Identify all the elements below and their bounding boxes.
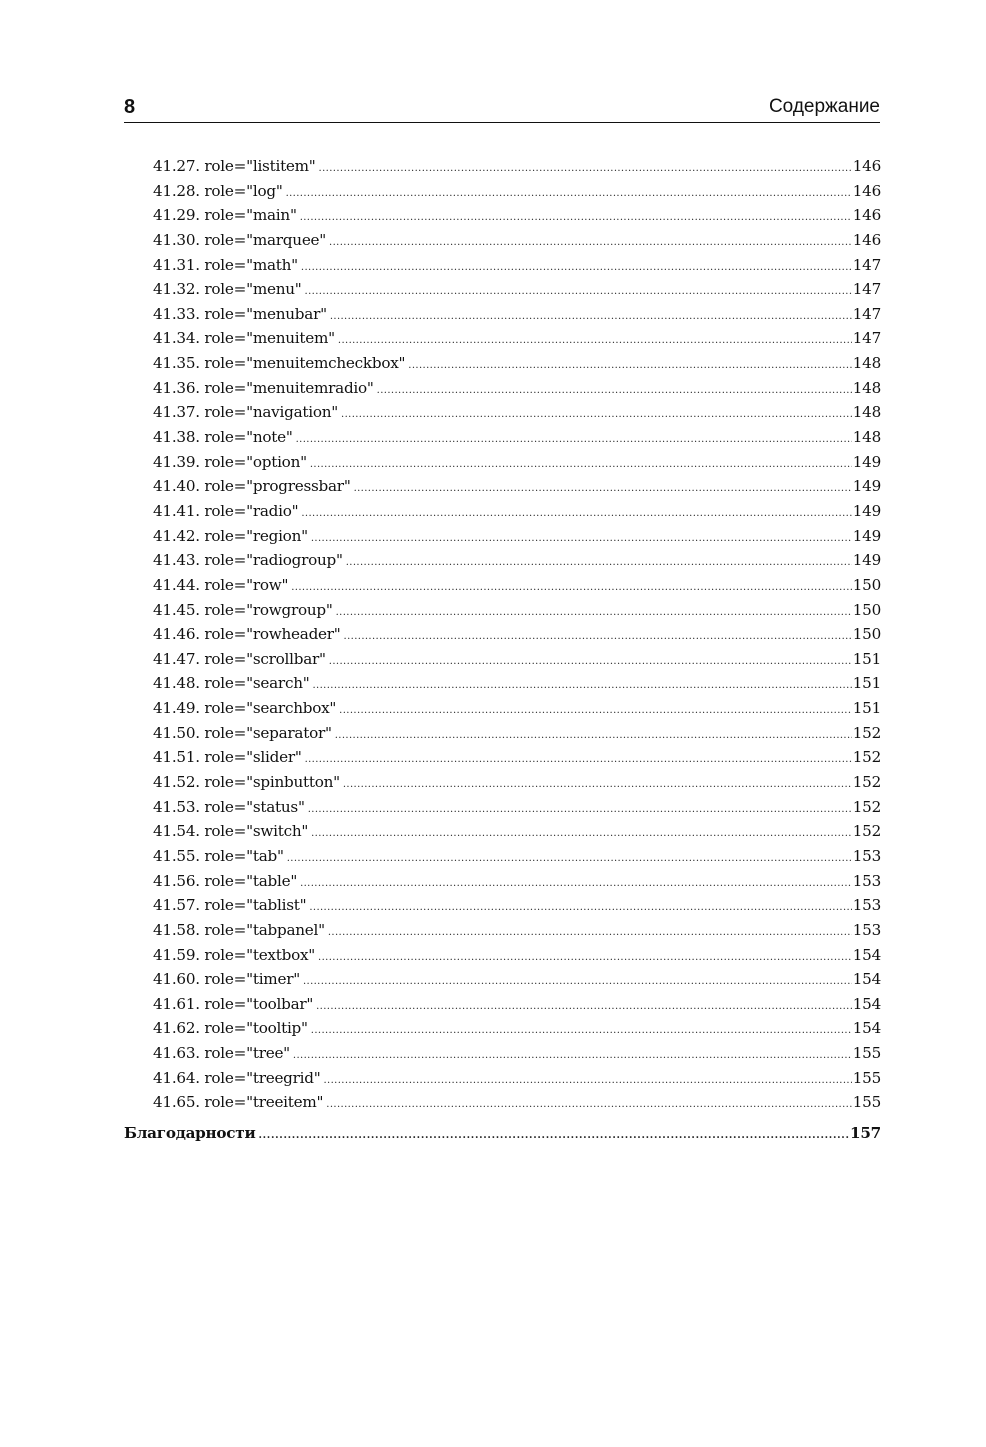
- toc-entry-title: 41.63. role="tree": [153, 1044, 290, 1063]
- toc-entry-title: 41.52. role="spinbutton": [153, 773, 340, 792]
- toc-entry[interactable]: [153, 696, 881, 721]
- toc-entry[interactable]: [153, 351, 881, 376]
- page-number: 8: [124, 96, 136, 118]
- dot-leader: [291, 576, 852, 601]
- toc-entry-page: 147: [852, 280, 881, 299]
- toc-entry[interactable]: [153, 943, 881, 968]
- dot-leader: [311, 527, 852, 552]
- dot-leader: [309, 896, 851, 921]
- toc-entry[interactable]: [153, 154, 881, 179]
- toc-entry[interactable]: [153, 450, 881, 475]
- dot-leader: [258, 1124, 849, 1149]
- toc-entry[interactable]: [153, 918, 881, 943]
- toc-entry[interactable]: [153, 1041, 881, 1066]
- dot-leader: [329, 231, 852, 256]
- toc-entry-title: 41.30. role="marquee": [153, 230, 327, 249]
- dot-leader: [308, 798, 852, 823]
- toc-entry[interactable]: [153, 326, 881, 351]
- toc-entry[interactable]: [153, 524, 881, 549]
- toc-entry[interactable]: [153, 228, 881, 253]
- toc-entry-page: 148: [852, 428, 881, 447]
- toc-entry[interactable]: [153, 671, 881, 696]
- toc-entry-title: 41.42. role="region": [153, 526, 308, 545]
- toc-entry-page: 153: [852, 846, 881, 865]
- toc-entry-title: 41.53. role="status": [153, 797, 305, 816]
- toc-entry[interactable]: [153, 844, 881, 869]
- toc-entry-page: 151: [852, 674, 881, 693]
- toc-entry-title: 41.46. role="rowheader": [153, 625, 341, 644]
- toc-entry-title: 41.58. role="tabpanel": [153, 920, 325, 939]
- toc-entry-page: 154: [852, 945, 881, 964]
- toc-entry-page: 152: [852, 773, 881, 792]
- page-header: [124, 94, 880, 123]
- toc-entry-title: 41.34. role="menuitem": [153, 329, 335, 348]
- toc-entry-title: 41.43. role="radiogroup": [153, 551, 343, 570]
- toc-entry-page: 153: [852, 896, 881, 915]
- dot-leader: [311, 822, 852, 847]
- toc-entry-page: 154: [852, 1019, 881, 1038]
- toc-entry-page: 147: [852, 329, 881, 348]
- dot-leader: [339, 699, 852, 724]
- toc-entry-title: 41.48. role="search": [153, 674, 310, 693]
- toc-entry-title: 41.51. role="slider": [153, 748, 302, 767]
- toc-entry-page: 153: [852, 920, 881, 939]
- toc-entry-page: 155: [852, 1068, 881, 1087]
- toc-entry-page: 149: [852, 501, 881, 520]
- toc-entry-page: 153: [852, 871, 881, 890]
- toc-entry-page: 151: [852, 699, 881, 718]
- toc-entry-page: 151: [852, 649, 881, 668]
- toc-entry-page: 155: [852, 1044, 881, 1063]
- toc-entry[interactable]: [153, 721, 881, 746]
- dot-leader: [344, 625, 852, 650]
- toc-entry[interactable]: [153, 573, 881, 598]
- toc-entry-title: 41.37. role="navigation": [153, 403, 339, 422]
- dot-leader: [341, 403, 852, 428]
- toc-entry[interactable]: [153, 179, 881, 204]
- running-title: Содержание: [768, 96, 880, 117]
- toc-entry[interactable]: [153, 277, 881, 302]
- toc-entry[interactable]: [153, 302, 881, 327]
- dot-leader: [408, 354, 851, 379]
- toc-entry-page: 155: [852, 1093, 881, 1112]
- toc-entry-title: 41.64. role="treegrid": [153, 1068, 321, 1087]
- toc-entry-title: 41.65. role="treeitem": [153, 1093, 324, 1112]
- toc-entry-page: 150: [852, 575, 881, 594]
- dot-leader: [343, 773, 852, 798]
- toc-entry-title: 41.54. role="switch": [153, 822, 309, 841]
- toc-entry[interactable]: [153, 869, 881, 894]
- toc-entry-title: 41.38. role="note": [153, 428, 293, 447]
- toc-chapter-entry[interactable]: [124, 1121, 881, 1146]
- toc-entry[interactable]: [153, 647, 881, 672]
- dot-leader: [377, 379, 852, 404]
- dot-leader: [300, 872, 852, 897]
- toc-entry-title: 41.50. role="separator": [153, 723, 332, 742]
- toc-entry[interactable]: [153, 474, 881, 499]
- toc-entry-page: 146: [852, 206, 881, 225]
- toc-entry-page: 154: [852, 970, 881, 989]
- toc-entry-page: 148: [852, 378, 881, 397]
- toc-entry-title: 41.32. role="menu": [153, 280, 302, 299]
- toc-entry[interactable]: [153, 1066, 881, 1091]
- dot-leader: [310, 453, 852, 478]
- toc-entry-page: 148: [852, 354, 881, 373]
- toc-chapter-title: Благодарности: [124, 1123, 256, 1142]
- dot-leader: [354, 477, 852, 502]
- toc-entry[interactable]: [153, 770, 881, 795]
- toc-entry-page: 154: [852, 994, 881, 1013]
- dot-leader: [338, 329, 852, 354]
- toc-entry[interactable]: [153, 745, 881, 770]
- toc-entry[interactable]: [153, 253, 881, 278]
- toc-entry[interactable]: [153, 203, 881, 228]
- toc-chapter-page: 157: [850, 1123, 881, 1142]
- toc-entry[interactable]: [153, 598, 881, 623]
- toc-entry[interactable]: [153, 795, 881, 820]
- toc-entry[interactable]: [153, 425, 881, 450]
- toc-entry-title: 41.47. role="scrollbar": [153, 649, 326, 668]
- dot-leader: [303, 970, 852, 995]
- toc-entry-page: 146: [852, 157, 881, 175]
- dot-leader: [329, 650, 852, 675]
- toc-entry-title: 41.36. role="menuitemradio": [153, 378, 374, 397]
- toc-entry[interactable]: [153, 622, 881, 647]
- toc-entry-title: 41.55. role="tab": [153, 846, 284, 865]
- dot-leader: [318, 946, 852, 971]
- dot-leader: [311, 1019, 852, 1044]
- toc-entry-page: 152: [852, 723, 881, 742]
- toc-entry-page: 152: [852, 822, 881, 841]
- dot-leader: [326, 1093, 851, 1118]
- toc-entry-title: 41.62. role="tooltip": [153, 1019, 308, 1038]
- toc-entry-title: 41.27. role="listitem": [153, 157, 316, 175]
- toc-entry-title: 41.41. role="radio": [153, 501, 299, 520]
- toc-entry-page: 149: [852, 477, 881, 496]
- dot-leader: [323, 1069, 851, 1094]
- toc-entry-page: 147: [852, 255, 881, 274]
- toc-entry[interactable]: [153, 400, 881, 425]
- dot-leader: [316, 995, 852, 1020]
- toc-entry-title: 41.35. role="menuitemcheckbox": [153, 354, 406, 373]
- toc-entry-page: 150: [852, 600, 881, 619]
- toc-entry-title: 41.33. role="menubar": [153, 304, 327, 323]
- toc-entry-title: 41.49. role="searchbox": [153, 699, 337, 718]
- toc-entry[interactable]: [153, 1016, 881, 1041]
- toc-entry-title: 41.60. role="timer": [153, 970, 300, 989]
- toc-entry[interactable]: [153, 893, 881, 918]
- toc-entry-page: 152: [852, 797, 881, 816]
- toc-entry-page: 149: [852, 526, 881, 545]
- toc-entry-title: 41.61. role="toolbar": [153, 994, 314, 1013]
- dot-leader: [296, 428, 852, 453]
- dot-leader: [330, 305, 852, 330]
- toc-entry-page: 148: [852, 403, 881, 422]
- toc-entry-page: 149: [852, 551, 881, 570]
- toc-entry[interactable]: [153, 1090, 881, 1115]
- toc-entry-title: 41.31. role="math": [153, 255, 298, 274]
- dot-leader: [336, 601, 852, 626]
- toc-entry[interactable]: [153, 376, 881, 401]
- dot-leader: [301, 502, 851, 527]
- dot-leader: [293, 1044, 852, 1069]
- toc-entry[interactable]: [153, 992, 881, 1017]
- toc-entry-title: 41.44. role="row": [153, 575, 289, 594]
- toc-entry-title: 41.57. role="tablist": [153, 896, 307, 915]
- dot-leader: [328, 921, 852, 946]
- toc-entry-title: 41.40. role="progressbar": [153, 477, 351, 496]
- toc-entry-title: 41.28. role="log": [153, 181, 283, 200]
- toc-entry-page: 152: [852, 748, 881, 767]
- toc-entry[interactable]: [153, 819, 881, 844]
- toc-entry-title: 41.56. role="table": [153, 871, 298, 890]
- dot-leader: [305, 280, 852, 305]
- dot-leader: [319, 157, 852, 182]
- toc-entry-page: 146: [852, 230, 881, 249]
- dot-leader: [346, 551, 852, 576]
- dot-leader: [305, 748, 852, 773]
- toc-entry[interactable]: [153, 967, 881, 992]
- table-of-contents: [0, 154, 986, 1146]
- toc-entry-title: 41.39. role="option": [153, 452, 307, 471]
- toc-entry-title: 41.45. role="rowgroup": [153, 600, 333, 619]
- dot-leader: [300, 206, 852, 231]
- toc-entry[interactable]: [153, 499, 881, 524]
- toc-entry-page: 147: [852, 304, 881, 323]
- toc-entry-page: 146: [852, 181, 881, 200]
- dot-leader: [312, 674, 851, 699]
- toc-entry-page: 150: [852, 625, 881, 644]
- toc-entry-title: 41.59. role="textbox": [153, 945, 316, 964]
- toc-entry-page: 149: [852, 452, 881, 471]
- toc-entry-title: 41.29. role="main": [153, 206, 297, 225]
- dot-leader: [287, 847, 852, 872]
- toc-entry[interactable]: [153, 548, 881, 573]
- dot-leader: [335, 724, 852, 749]
- dot-leader: [301, 256, 852, 281]
- dot-leader: [286, 182, 852, 207]
